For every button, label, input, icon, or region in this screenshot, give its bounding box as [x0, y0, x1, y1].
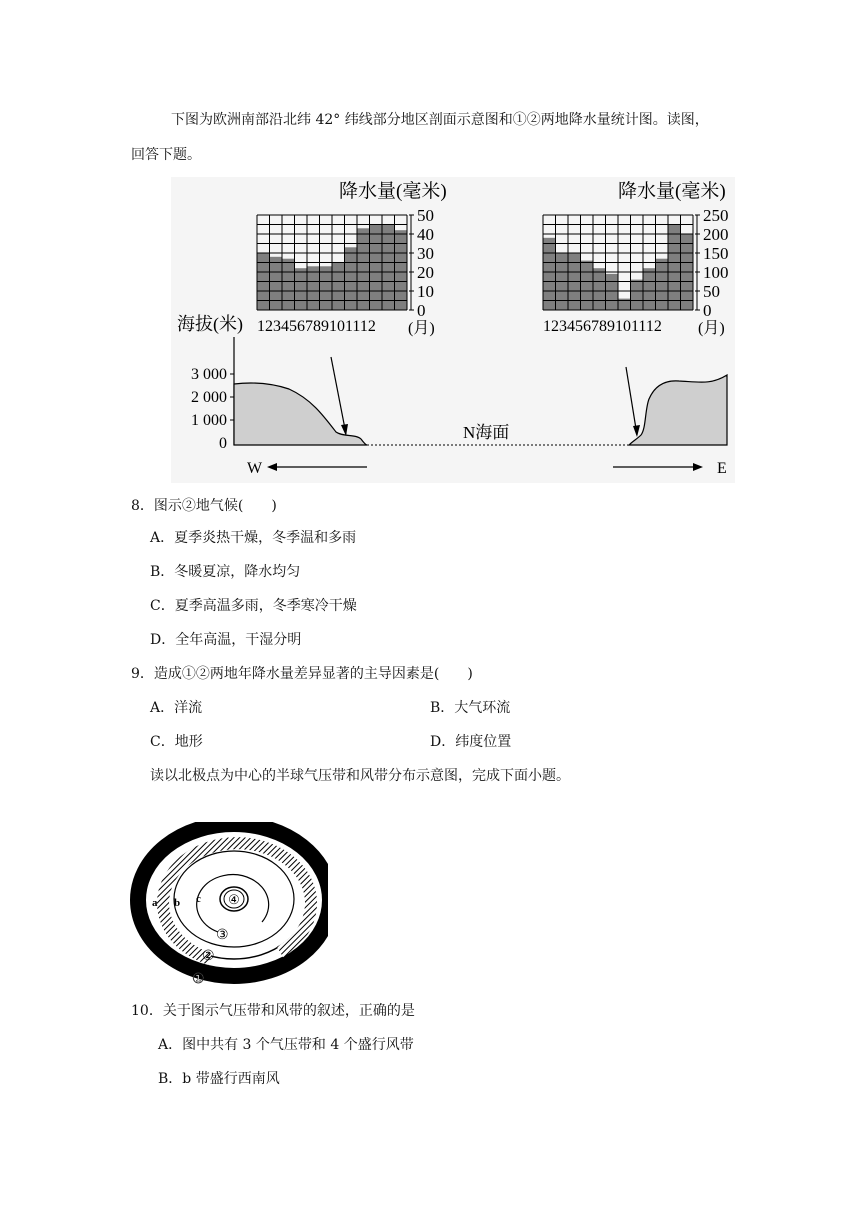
q9-option-a: A．洋流	[150, 700, 203, 716]
sea-label: N海面	[463, 423, 510, 442]
pressure-wind-belt-figure	[130, 822, 328, 986]
elev-label-1000: 1 000	[191, 412, 227, 429]
intro-line-1: 下图为欧洲南部沿北纬 42° 纬线部分地区剖面示意图和①②两地降水量统计图。读图，	[171, 112, 709, 128]
east-terrain	[629, 375, 727, 445]
left-bar-7	[332, 263, 345, 311]
left-bar-10	[370, 225, 383, 311]
right-chart-title: 降水量(毫米)	[618, 181, 726, 202]
left-ytick-label: 20	[417, 263, 434, 282]
figure1-svg	[171, 177, 735, 483]
right-ytick-label: 100	[703, 263, 729, 282]
left-bar-9	[357, 228, 370, 310]
q8-stem: 8．图示②地气候( )	[131, 498, 277, 514]
intro-2: 读以北极点为中心的半球气压带和风带分布示意图，完成下面小题。	[150, 768, 570, 784]
q10-stem: 10．关于图示气压带和风带的叙述，正确的是	[131, 1003, 415, 1019]
right-ytick-label: 0	[703, 301, 712, 320]
arrowhead-site-2	[633, 425, 640, 437]
left-ytick-label: 50	[417, 206, 434, 225]
elev-label-0: 0	[219, 435, 227, 452]
west-terrain	[234, 383, 367, 445]
label-a: a	[152, 897, 158, 909]
right-chart-unit: (月)	[698, 320, 725, 337]
q8-option-a: A．夏季炎热干燥，冬季温和多雨	[150, 530, 357, 546]
intro-line-2: 回答下题。	[131, 147, 201, 163]
q8-option-c: C．夏季高温多雨，冬季寒冷干燥	[150, 598, 357, 614]
left-bar-2	[270, 257, 283, 310]
right-chart-months: 123456789101112	[543, 318, 662, 335]
right-bar-6	[606, 274, 619, 310]
right-bar-8	[631, 280, 644, 310]
right-chart-y-ticks	[695, 206, 729, 320]
elevation-axis-label: 海拔(米)	[177, 314, 243, 334]
q9-option-c: C．地形	[150, 734, 203, 750]
right-bar-5	[593, 268, 606, 310]
west-arrowhead	[267, 463, 277, 471]
right-bar-9	[643, 268, 656, 310]
q10-option-a: A．图中共有 3 个气压带和 4 个盛行风带	[158, 1037, 414, 1053]
left-bar-11	[382, 225, 395, 311]
west-label: W	[247, 460, 263, 477]
arrow-to-site-2	[626, 367, 637, 435]
left-chart-unit: (月)	[408, 320, 435, 337]
left-ytick-label: 0	[417, 301, 426, 320]
q9-option-b: B．大气环流	[430, 700, 511, 716]
right-ytick-label: 250	[703, 206, 729, 225]
label-1: ①	[192, 972, 205, 986]
left-ytick-label: 10	[417, 282, 434, 301]
right-bar-11	[668, 225, 681, 311]
left-bar-6	[320, 266, 333, 310]
q9-stem: 9．造成①②两地年降水量差异显著的主导因素是( )	[131, 666, 473, 682]
q8-option-d: D．全年高温，干湿分明	[150, 632, 302, 648]
right-ytick-label: 150	[703, 244, 729, 263]
left-bar-5	[307, 266, 320, 310]
label-3: ③	[216, 928, 229, 943]
left-chart-y-ticks	[409, 206, 434, 320]
label-4: ④	[228, 892, 240, 907]
right-ytick-label: 200	[703, 225, 729, 244]
left-ytick-label: 30	[417, 244, 434, 263]
left-bar-12	[395, 230, 408, 310]
label-b: b	[174, 897, 181, 909]
left-bar-4	[295, 268, 308, 310]
label-2: ②	[202, 949, 215, 964]
q10-option-b: B．b 带盛行西南风	[158, 1071, 280, 1087]
elev-label-2000: 2 000	[191, 389, 227, 406]
elev-label-3000: 3 000	[191, 366, 227, 383]
arrow-to-site-1	[331, 357, 346, 434]
precipitation-profile-figure	[171, 177, 735, 483]
right-bar-10	[656, 259, 669, 310]
left-bar-3	[282, 259, 295, 310]
right-bar-1	[543, 238, 556, 310]
label-c: c	[196, 893, 201, 905]
figure2-svg	[130, 822, 328, 986]
east-label: E	[717, 460, 727, 477]
left-chart-title: 降水量(毫米)	[339, 181, 447, 202]
left-chart-months: 123456789101112	[257, 318, 376, 335]
east-arrowhead	[693, 463, 703, 471]
q8-option-b: B．冬暖夏凉，降水均匀	[150, 564, 301, 580]
q9-option-d: D．纬度位置	[430, 734, 512, 750]
right-bar-4	[581, 261, 594, 310]
right-ytick-label: 50	[703, 282, 720, 301]
left-ytick-label: 40	[417, 225, 434, 244]
